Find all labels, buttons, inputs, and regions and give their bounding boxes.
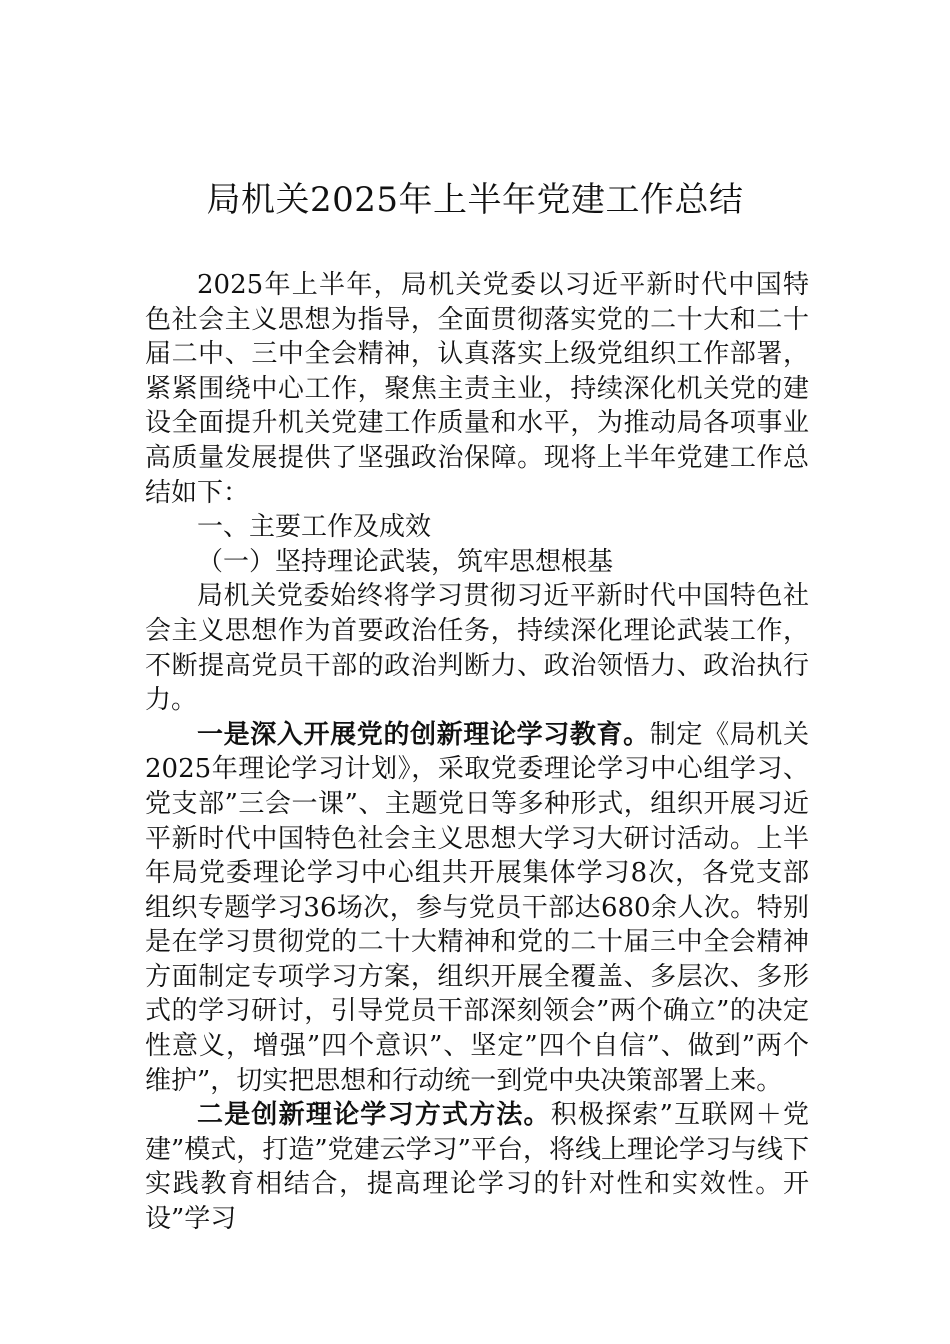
- document-body: [145, 268, 809, 1237]
- item-text-2: 积极探索”互联网＋党建”模式，打造”党建云学习”平台，将线上理论学习与线下实践教育相结合，提高理论学习的针对性和实效性。开设”学习: [145, 1100, 809, 1235]
- item-lead-2: 二是创新理论学习方式方法。: [197, 1100, 551, 1131]
- document-title: 局机关2025年上半年党建工作总结: [206, 180, 744, 220]
- item-paragraph-1: [145, 718, 809, 1099]
- item-text-1: 制定《局机关2025年理论学习计划》，采取党委理论学习中心组学习、党支部”三会一课”、主题党日等多种形式，组织开展习近平新时代中国特色社会主义思想大学习大研讨活动。上半年局党委理论学习中心组共开展集体学习8次，各党支部组织专题学习36场次，参与党员干部达680余人次。特别是在学习贯彻党的二十大精神和党的二十届三中全会精神方面制定专项学习方案，组织开展全覆盖、多层次、多形式的学习研讨，引导党员干部深刻领会”两个确立”的决定性意义，增强”四个意识”、坚定”四个自信”、做到”两个维护”，切实把思想和行动统一到党中央决策部署上来。: [145, 719, 809, 1096]
- item-lead-1: 一是深入开展党的创新理论学习教育。: [197, 719, 650, 750]
- subsection-intro-paragraph: 局机关党委始终将学习贯彻习近平新时代中国特色社会主义思想作为首要政治任务，持续深化理论武装工作，不断提高党员干部的政治判断力、政治领悟力、政治执行力。: [145, 581, 809, 716]
- section-heading: 一、主要工作及成效: [197, 512, 432, 543]
- item-paragraph-2: [145, 1098, 809, 1236]
- subsection-heading: （一）坚持理论武装，筑牢思想根基: [197, 546, 614, 577]
- intro-paragraph: 2025年上半年，局机关党委以习近平新时代中国特色社会主义思想为指导，全面贯彻落实党的二十大和二十届二中、三中全会精神，认真落实上级党组织工作部署，紧紧围绕中心工作，聚焦主责主业，持续深化机关党的建设全面提升机关党建工作质量和水平，为推动局各项事业高质量发展提供了坚强政治保障。现将上半年党建工作总结如下：: [145, 270, 809, 508]
